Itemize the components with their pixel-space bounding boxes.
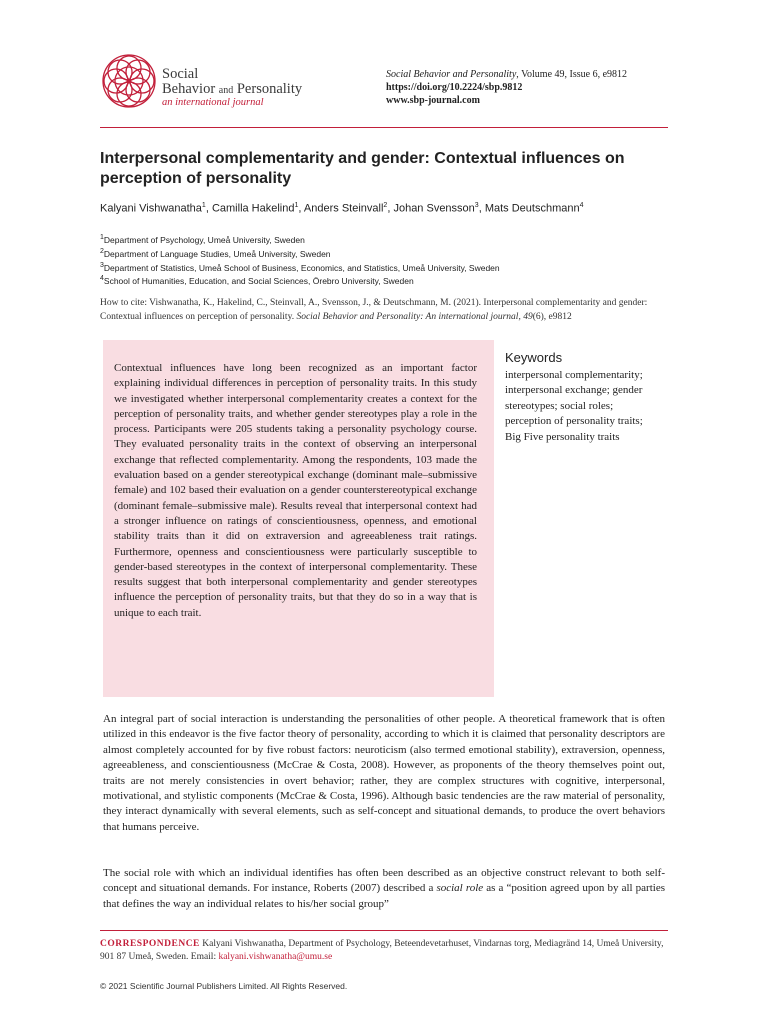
logo-line1: Social [162,66,199,82]
logo-line2: Behavior and Personality [162,81,303,97]
body-paragraph-1: An integral part of social interaction is understanding the personalities of other people. A theoretical framework that is often utilized in this endeavor is the five factor theory of personality, according to which it is claimed that personality descriptors are almost completely accounted for by five robust factors: neuroticism (also termed emotional stability), extraversion, openness, agreeableness, and conscientiousness (McCrae & Costa, 2008). However, as proponents of the theory themselves point out, traits are not merely consistencies in overt behavior; rather, they are complex structures with cognitive, interpersonal, motivational, and stylistic components (McCrae & Costa, 1996). Although basic tendencies are the raw material of personality, they interact dynamically with several elements, such as self-concept and situational demands, to produce the overt behaviors that humans perceive. [103,713,665,833]
correspondence: CORRESPONDENCE Kalyani Vishwanatha, Department of Psychology, Beteendevetarhuset, Vindarnas torg, Mediagränd 14, Umeå University, 901 87 Umeå, Sweden. Email: kalyani.vishwanatha@umu.se [100,939,664,962]
author-separator: , [387,202,394,215]
affiliation-text: Department of Language Studies, Umeå University, Sweden [103,248,331,259]
affiliation-text: Department of Psychology, Umeå University, Sweden [103,234,305,245]
keywords-text: interpersonal complementarity; interpersonal exchange; gender stereotypes; social roles; perception of personality traits; Big Five personality traits [505,369,643,443]
author-name: Kalyani Vishwanatha [100,202,202,215]
affiliation-list [100,232,500,287]
header-divider [100,127,668,128]
author-separator: , [298,202,304,215]
author-affiliation-mark: 2 [383,202,388,209]
affiliation-text: Department of Statistics, Umeå School of Business, Economics, and Statistics, Umeå University, Sweden [103,262,500,273]
how-to-cite: How to cite: Vishwanatha, K., Hakelind, C., Steinvall, A., Svensson, J., & Deutschmann, M. (2021). Interpersonal complementarity and gender: Contextual influences on perception of personality. Social Behavior and Personality: An international journal, 49(6), e9812 [100,298,648,322]
affiliation-number: 4 [100,275,104,283]
affiliation-number: 2 [100,247,104,255]
author-name: Anders Steinvall [303,202,384,215]
doi-link[interactable]: https://doi.org/10.2224/sbp.9812 [386,82,523,93]
author-affiliation-mark: 1 [294,202,299,209]
journal-logo [100,52,330,112]
author-list [100,202,584,215]
keywords-heading: Keywords [505,350,563,365]
author-affiliation-mark: 4 [579,202,584,209]
affiliation-item [100,260,500,274]
body-paragraph-2: The social role with which an individual identifies has often been described as an objective construct relevant to both self-concept and situational demands. For instance, Roberts (2007) described a social role as a “position agreed upon by all parties that defines the way an individual relates to his/her social group” [103,867,665,910]
website-link[interactable]: www.sbp-journal.com [386,95,480,106]
journal-reference [386,68,627,107]
affiliation-number: 1 [100,234,104,241]
rosette-logo-icon [100,52,158,110]
journal-citation: Social Behavior and Personality, Volume 49, Issue 6, e9812 [386,69,628,80]
affiliation-text: School of Humanities, Education, and Social Sciences, Örebro University, Sweden [103,276,414,287]
article-title: Interpersonal complementarity and gender: Contextual influences on perception of personality [100,150,625,187]
author-name: Johan Svensson [393,202,475,215]
email-link[interactable]: kalyani.vishwanatha@umu.se [218,952,333,962]
copyright-notice: © 2021 Scientific Journal Publishers Limited. All Rights Reserved. [100,981,348,991]
author-name: Camilla Hakelind [211,202,295,215]
author-separator: , [205,202,212,215]
author-affiliation-mark: 3 [474,202,479,209]
author-separator: , [478,202,485,215]
affiliation-item [100,246,500,260]
affiliation-item [100,273,500,287]
footer-divider [100,930,668,931]
logo-tagline: an international journal [162,97,264,108]
affiliation-item [100,232,500,246]
affiliation-number: 3 [100,261,104,269]
abstract-text: Contextual influences have long been recognized as an important factor explaining individual differences in perception of personality traits. In this study we investigated whether interpersonal complementarity creates a context for the perception of personality traits, and whether gender stereotypes play a role in the process. Participants were 205 students taking a personality psychology course. They evaluated personality traits in the context of observing an interpersonal exchange that reflected complementarity. Among the respondents, 103 made the evaluation based on a gender stereotypical exchange (dominant male–submissive female) and 102 based their evaluation on a gender counterstereotypical exchange (dominant female–submissive male). Results reveal that interpersonal context had a stronger influence on ratings of conscientiousness, openness, and emotional stability traits than it did on extraversion and agreeableness trait ratings. Furthermore, openness and conscientiousness were particularly susceptible to gender-based stereotypes in the context of interpersonal complementarity. These results suggest that both interpersonal complementarity and gender stereotypes influence the perception of personality traits, but that they do so in a way that is unique to each trait. [114,362,477,619]
author-name: Mats Deutschmann [484,202,580,215]
author-affiliation-mark: 1 [201,202,206,209]
